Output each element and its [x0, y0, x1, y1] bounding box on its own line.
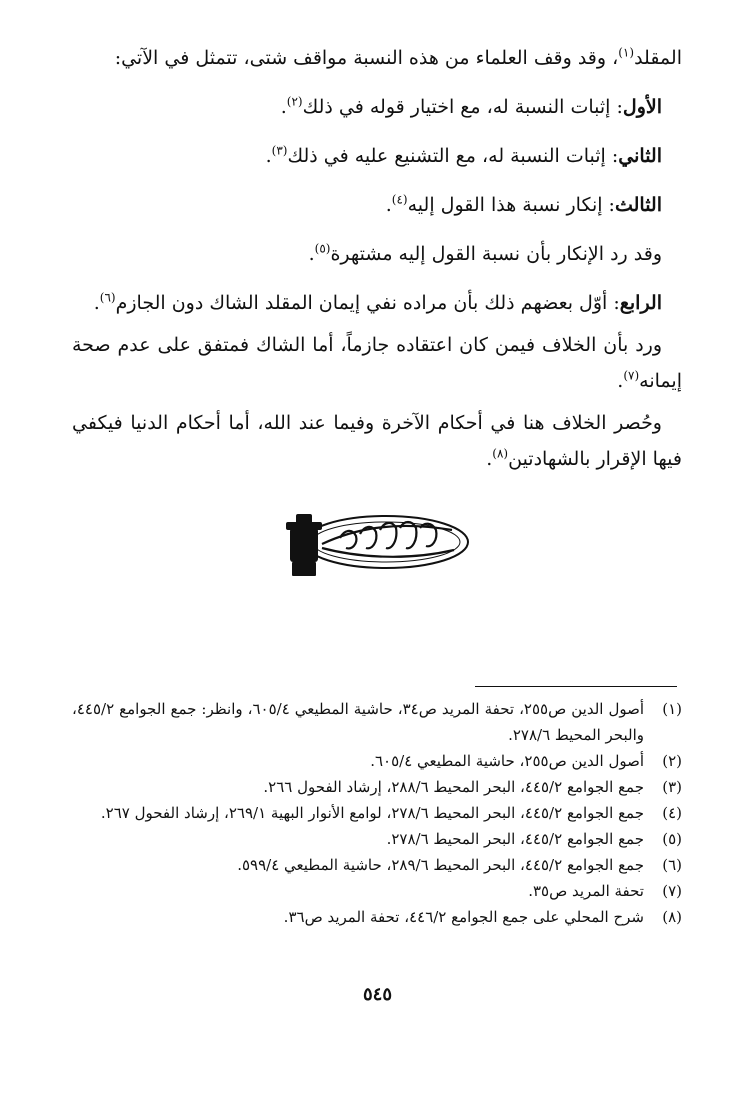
footnote-item: [72, 852, 682, 878]
footnote-ref[interactable]: (٣): [271, 143, 288, 158]
footnote-text: أصول الدين ص٢٥٥، تحفة المريد ص٣٤، حاشية المطيعي ٦٠٥/٤، وانظر: جمع الجوامع ٤٤٥/٢، والبحر المحيط ٢٧٨/٦.: [72, 700, 644, 744]
footnote-number: (٤): [662, 804, 682, 822]
footnote-text: جمع الجوامع ٤٤٥/٢، البحر المحيط ٢٧٨/٦، لوامع الأنوار البهية ٢٦٩/١، إرشاد الفحول ٢٦٧.: [100, 804, 644, 822]
paragraph-intro: [72, 40, 682, 76]
paragraph-text: .: [308, 243, 315, 265]
footnote-text: شرح المحلي على جمع الجوامع ٤٤٦/٢، تحفة المريد ص٣٦.: [283, 908, 644, 926]
footnote-item: [72, 748, 682, 774]
footnotes: [72, 696, 682, 930]
paragraph-text: .: [265, 145, 272, 167]
footnote-ref[interactable]: (٢): [286, 94, 303, 109]
footnote-number: (٧): [662, 882, 682, 900]
paragraph-text: المقلد: [634, 47, 682, 69]
paragraph-first-view: [72, 89, 682, 125]
paragraph-text: : أوّل بعضهم ذلك بأن مراده نفي إيمان المقلد الشاك دون الجازم: [115, 292, 620, 314]
paragraph-text: ورد بأن الخلاف فيمن كان اعتقاده جازماً، أما الشاك فمتفق على عدم صحة إيمانه: [72, 334, 682, 392]
footnote-number: (٥): [662, 830, 682, 848]
main-text: [72, 40, 682, 490]
footnote-item: [72, 826, 682, 852]
footnote-item: [72, 800, 682, 826]
footnote-text: جمع الجوامع ٤٤٥/٢، البحر المحيط ٢٨٩/٦، حاشية المطيعي ٥٩٩/٤.: [237, 856, 644, 874]
footnote-ref[interactable]: (٤): [391, 192, 408, 207]
paragraph-text: : إثبات النسبة له، مع اختيار قوله في ذلك: [302, 96, 623, 118]
paragraph-text: .: [280, 96, 287, 118]
footnote-text: تحفة المريد ص٣٥.: [528, 882, 644, 900]
paragraph-text: : إثبات النسبة له، مع التشنيع عليه في ذلك: [287, 145, 619, 167]
inkwell-quill-ornament-icon: [282, 500, 472, 580]
footnote-number: (٦): [662, 856, 682, 874]
page-number: ٥٤٥: [362, 984, 392, 1005]
footnote-text: أصول الدين ص٢٥٥، حاشية المطيعي ٦٠٥/٤.: [370, 752, 644, 770]
paragraph-text: ، وقد وقف العلماء من هذه النسبة مواقف شتى، تتمثل في الآتي:: [114, 47, 619, 69]
paragraph-reply: [72, 327, 682, 399]
footnote-ref[interactable]: (٦): [99, 290, 116, 305]
paragraph-text: : إنكار نسبة هذا القول إليه: [407, 194, 615, 216]
paragraph-text: وقد رد الإنكار بأن نسبة القول إليه مشتهرة: [330, 243, 662, 265]
paragraph-rebuttal: [72, 236, 682, 272]
paragraph-restriction: [72, 405, 682, 477]
footnote-text: جمع الجوامع ٤٤٥/٢، البحر المحيط ٢٧٨/٦.: [386, 830, 644, 848]
paragraph-text: .: [385, 194, 392, 216]
footnote-ref[interactable]: (٨): [492, 446, 509, 461]
footnote-divider: [475, 686, 677, 687]
paragraph-text: وحُصر الخلاف هنا في أحكام الآخرة وفيما عند الله، أما أحكام الدنيا فيكفي فيها الإقرار بالشهادتين: [72, 412, 682, 470]
paragraph-second-view: [72, 138, 682, 174]
paragraph-text: .: [617, 370, 624, 392]
paragraph-fourth-view: [72, 285, 682, 321]
footnote-ref[interactable]: (١): [618, 45, 635, 60]
paragraph-lead: الأول: [622, 96, 662, 118]
footnote-item: [72, 878, 682, 904]
footnote-number: (٢): [662, 752, 682, 770]
footnote-number: (٨): [662, 908, 682, 926]
paragraph-lead: الرابع: [619, 292, 662, 314]
paragraph-text: .: [93, 292, 100, 314]
footnote-number: (٣): [662, 778, 682, 796]
paragraph-lead: الثالث: [614, 194, 662, 216]
footnote-item: [72, 774, 682, 800]
footnote-text: جمع الجوامع ٤٤٥/٢، البحر المحيط ٢٨٨/٦، إرشاد الفحول ٢٦٦.: [263, 778, 644, 796]
footnote-ref[interactable]: (٧): [623, 368, 640, 383]
footnote-ref[interactable]: (٥): [314, 241, 331, 256]
paragraph-lead: الثاني: [618, 145, 662, 167]
footnote-number: (١): [662, 700, 682, 718]
footnote-item: [72, 904, 682, 930]
footnote-item: [72, 696, 682, 748]
paragraph-third-view: [72, 187, 682, 223]
paragraph-text: .: [486, 448, 493, 470]
